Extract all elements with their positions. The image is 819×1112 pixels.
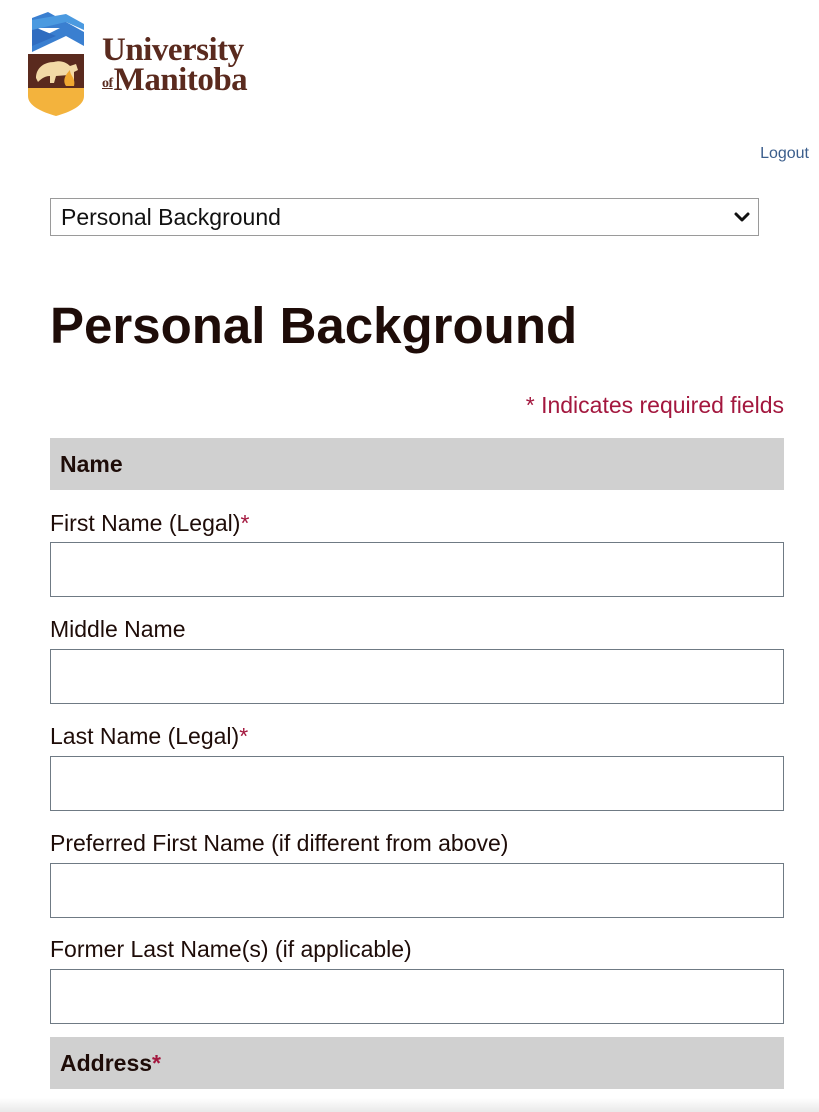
section-header-name-title: Name: [60, 450, 123, 477]
middle-name-input[interactable]: [50, 649, 784, 704]
section-header-address: [50, 1037, 784, 1089]
former-last-names-input[interactable]: [50, 969, 784, 1024]
university-logo[interactable]: [26, 12, 247, 116]
logo-line-university: University: [102, 32, 244, 68]
university-shield-logo-icon: [26, 12, 88, 116]
logo-text: [102, 34, 247, 97]
last-name-label: [50, 723, 248, 750]
logo-line-manitoba: [102, 64, 247, 97]
section-header-address-title: Address: [60, 1049, 153, 1076]
logo-manitoba: Manitoba: [113, 62, 248, 98]
first-name-label-text: First Name (Legal): [50, 510, 241, 536]
preferred-first-name-input[interactable]: [50, 863, 784, 918]
section-select-value: Personal Background: [61, 203, 281, 230]
page-title: Personal Background: [50, 297, 578, 354]
last-name-input[interactable]: [50, 756, 784, 811]
former-last-names-label: Former Last Name(s) (if applicable): [50, 936, 412, 962]
last-name-label-text: Last Name (Legal): [50, 723, 240, 749]
first-name-required-mark: *: [240, 510, 250, 536]
bottom-edge-shade: [0, 1098, 819, 1112]
preferred-first-name-label: Preferred First Name (if different from above): [50, 830, 509, 856]
last-name-required-mark: *: [239, 723, 249, 749]
middle-name-label: Middle Name: [50, 616, 186, 642]
first-name-input[interactable]: [50, 542, 784, 597]
logout-link[interactable]: Logout: [760, 145, 809, 162]
logo-of: of: [102, 76, 113, 91]
address-required-mark: *: [152, 1049, 161, 1076]
chevron-down-icon: [732, 207, 752, 227]
required-fields-note: * Indicates required fields: [525, 392, 784, 418]
section-header-name: [50, 438, 784, 490]
first-name-label: [50, 510, 249, 537]
section-select[interactable]: [50, 198, 759, 236]
